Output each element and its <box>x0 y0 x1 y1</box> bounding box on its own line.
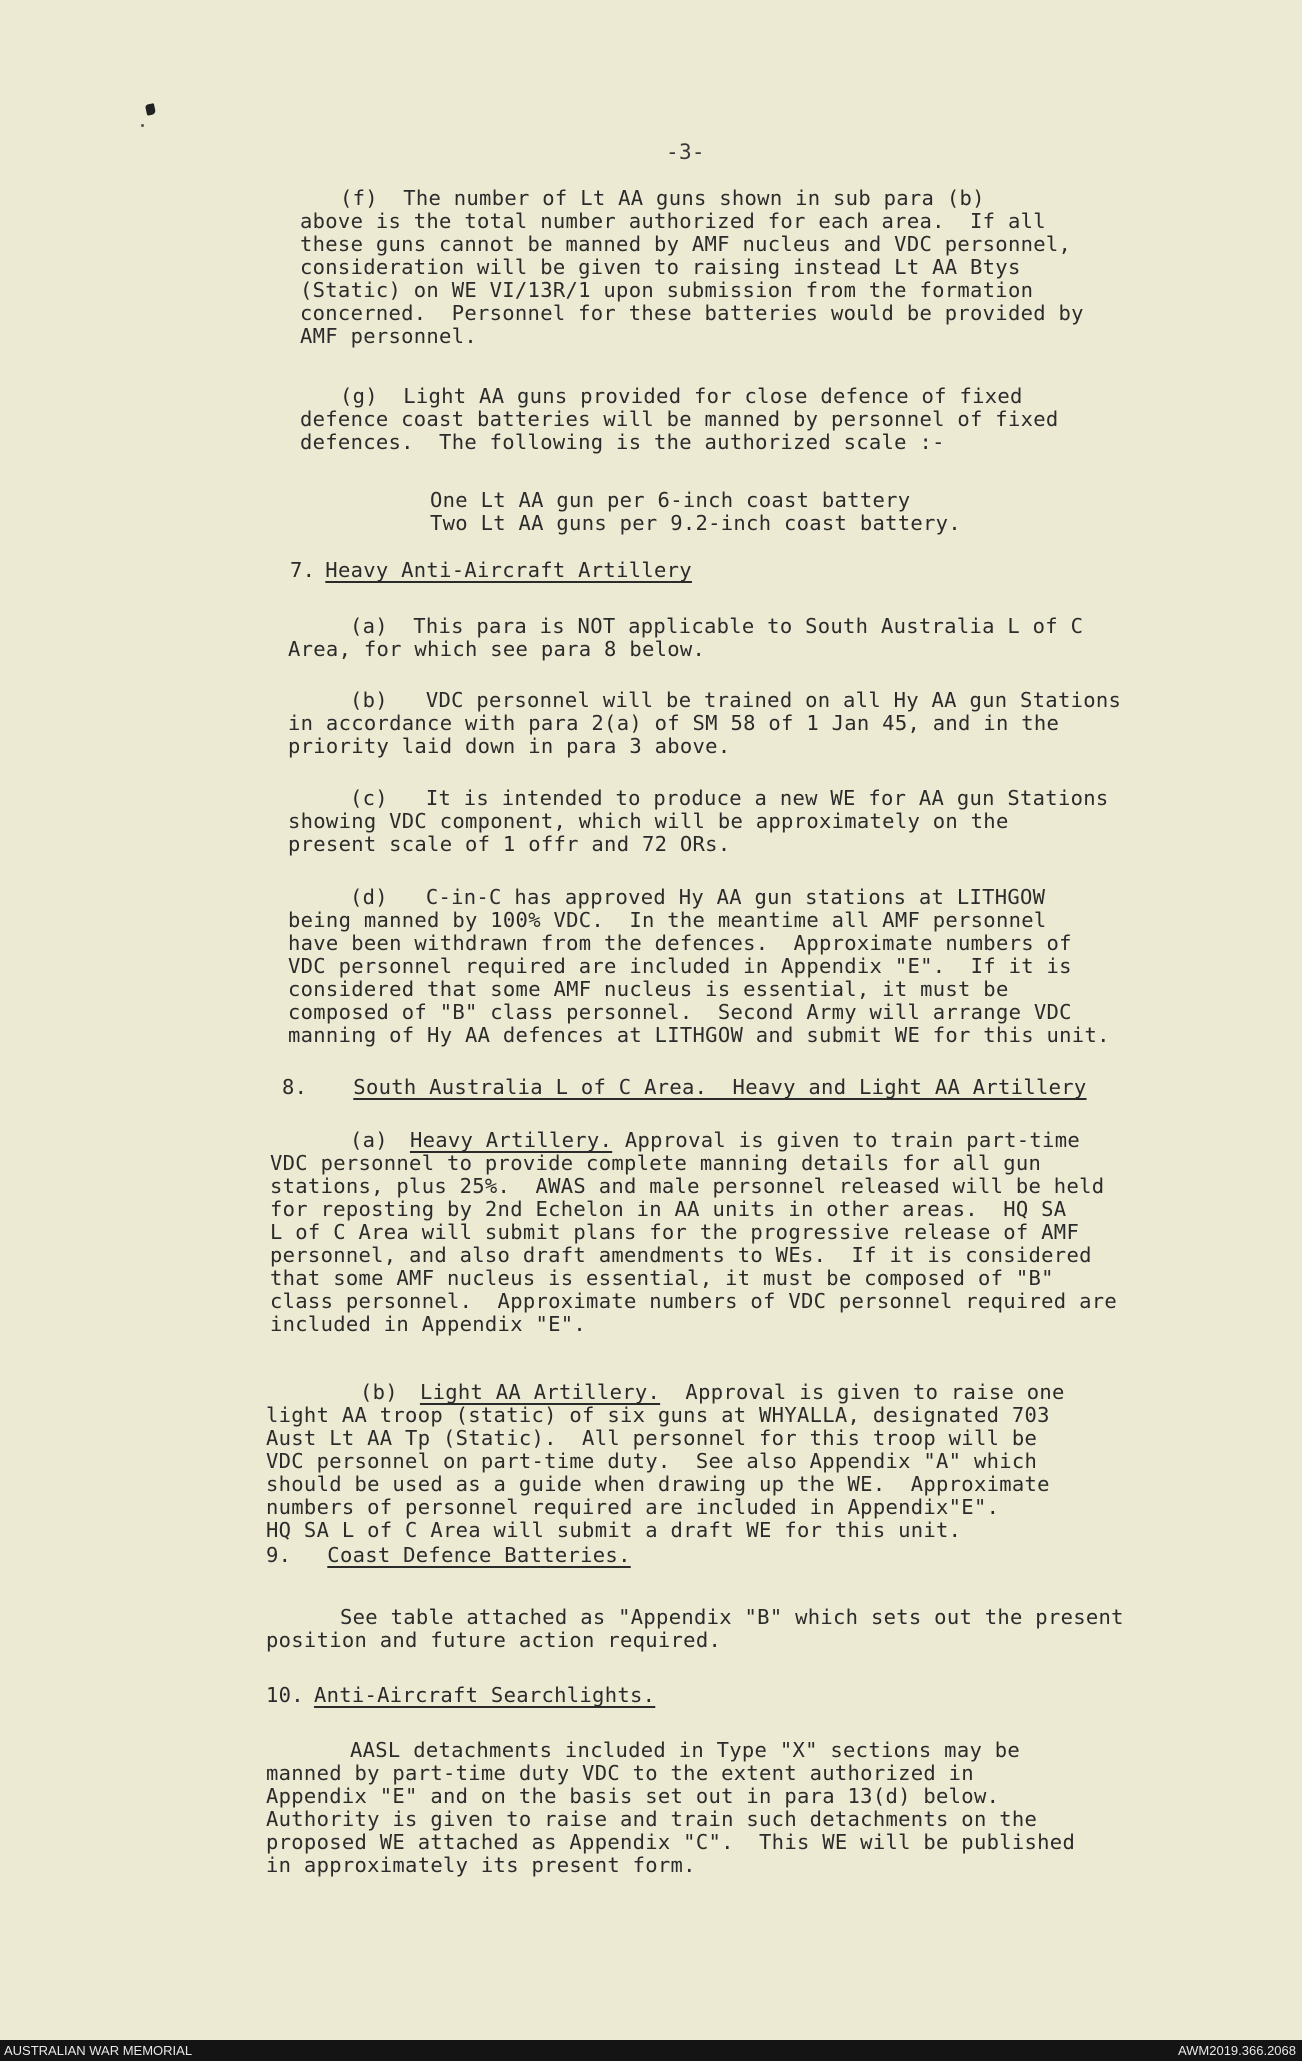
para-8b-line <box>360 1380 1065 1404</box>
para-9-line: See table attached as "Appendix "B" which sets out the present <box>340 1605 1124 1629</box>
para-8b-line: VDC personnel on part-time duty. See also Appendix "A" which <box>266 1449 1038 1473</box>
para-8a-line: for reposting by 2nd Echelon in AA units in other areas. HQ SA <box>270 1197 1067 1221</box>
para-8a-line: that some AMF nucleus is essential, it must be composed of "B" <box>270 1266 1054 1290</box>
section-10-heading <box>266 1683 655 1707</box>
page-number: -3- <box>666 140 705 164</box>
para-10-line: AASL detachments included in Type "X" sections may be <box>350 1738 1021 1762</box>
accession-number: AWM2019.366.2068 <box>1177 2043 1296 2058</box>
para-f-line: consideration will be given to raising instead Lt AA Btys <box>300 255 1021 279</box>
para-g-line: (g) Light AA guns provided for close defence of fixed <box>340 384 1023 408</box>
para-7a-line: (a) This para is NOT applicable to South Australia L of C <box>350 614 1084 638</box>
para-8a-line: stations, plus 25%. AWAS and male personnel released will be held <box>270 1174 1105 1198</box>
section-title: Anti-Aircraft Searchlights. <box>313 1683 656 1707</box>
ink-dot <box>141 124 144 127</box>
ink-blot <box>145 103 156 116</box>
para-10-line: Authority is given to raise and train such detachments on the <box>266 1807 1038 1831</box>
para-10-line: Appendix "E" and on the basis set out in para 13(d) below. <box>266 1784 1000 1808</box>
para-8a-line: included in Appendix "E". <box>270 1312 587 1336</box>
para-7d-line: have been withdrawn from the defences. Approximate numbers of <box>288 931 1072 955</box>
para-g-line: defences. The following is the authorized scale :- <box>300 430 945 454</box>
para-7d-line: (d) C-in-C has approved Hy AA gun stations at LITHGOW <box>350 885 1046 909</box>
section-number: 9. <box>266 1543 292 1567</box>
para-9-line: position and future action required. <box>266 1628 722 1652</box>
para-7a-line: Area, for which see para 8 below. <box>288 637 706 661</box>
para-f-line: concerned. Personnel for these batteries would be provided by <box>300 301 1084 325</box>
para-8a-line: L of C Area will submit plans for the progressive release of AMF <box>270 1220 1080 1244</box>
para-7d-line: being manned by 100% VDC. In the meantime all AMF personnel <box>288 908 1047 932</box>
section-title: Coast Defence Batteries. <box>327 1543 631 1567</box>
para-8b-line: HQ SA L of C Area will submit a draft WE for this unit. <box>266 1518 962 1542</box>
para-7d-line: considered that some AMF nucleus is essential, it must be <box>288 977 1009 1001</box>
para-10-line: proposed WE attached as Appendix "C". This WE will be published <box>266 1830 1076 1854</box>
para-8a-line: VDC personnel to provide complete manning details for all gun <box>270 1151 1042 1175</box>
para-10-line: in approximately its present form. <box>266 1853 696 1877</box>
para-7b-line: (b) VDC personnel will be trained on all Hy AA gun Stations <box>350 688 1122 712</box>
para-7c-line: present scale of 1 offr and 72 ORs. <box>288 832 731 856</box>
para-label: (b) <box>360 1380 398 1404</box>
archive-footer <box>0 2040 1302 2061</box>
para-7d-line: manning of Hy AA defences at LITHGOW and submit WE for this unit. <box>288 1023 1110 1047</box>
scale-line: Two Lt AA guns per 9.2-inch coast battery. <box>430 511 961 535</box>
section-8-heading <box>282 1075 1087 1099</box>
para-8a-line <box>350 1128 1080 1152</box>
para-7d-line: VDC personnel required are included in Appendix "E". If it is <box>288 954 1072 978</box>
section-7-heading <box>290 558 692 582</box>
para-7b-line: priority laid down in para 3 above. <box>288 734 731 758</box>
para-f-line: above is the total number authorized for each area. If all <box>300 209 1046 233</box>
scale-line: One Lt AA gun per 6-inch coast battery <box>430 488 911 512</box>
para-10-line: manned by part-time duty VDC to the extent authorized in <box>266 1761 974 1785</box>
section-9-heading <box>266 1543 631 1567</box>
section-number: 7. <box>290 558 316 582</box>
para-8a-line: class personnel. Approximate numbers of VDC personnel required are <box>270 1289 1118 1313</box>
para-8b-line: should be used as a guide when drawing up the WE. Approximate <box>266 1472 1050 1496</box>
para-label: (a) <box>350 1128 388 1152</box>
para-f-line: AMF personnel. <box>300 324 477 348</box>
para-8b-line: Aust Lt AA Tp (Static). All personnel for this troop will be <box>266 1426 1038 1450</box>
para-f-line: (Static) on WE VI/13R/1 upon submission from the formation <box>300 278 1034 302</box>
section-title: Heavy Anti-Aircraft Artillery <box>325 558 692 582</box>
para-7d-line: composed of "B" class personnel. Second Army will arrange VDC <box>288 1000 1072 1024</box>
para-g-line: defence coast batteries will be manned by personnel of fixed <box>300 407 1059 431</box>
para-8b-line: numbers of personnel required are included in Appendix"E". <box>266 1495 1000 1519</box>
para-title: Heavy Artillery. <box>409 1128 613 1152</box>
para-7b-line: in accordance with para 2(a) of SM 58 of 1 Jan 45, and in the <box>288 711 1060 735</box>
para-8a-line: personnel, and also draft amendments to WEs. If it is considered <box>270 1243 1092 1267</box>
para-f-line: these guns cannot be manned by AMF nucleus and VDC personnel, <box>300 232 1072 256</box>
institution-label: AUSTRALIAN WAR MEMORIAL <box>4 2043 193 2058</box>
para-8b-line: light AA troop (static) of six guns at WHYALLA, designated 703 <box>266 1403 1050 1427</box>
section-number: 10. <box>266 1683 304 1707</box>
para-7c-line: (c) It is intended to produce a new WE for AA gun Stations <box>350 786 1109 810</box>
para-7c-line: showing VDC component, which will be approximately on the <box>288 809 1009 833</box>
section-title: South Australia L of C Area. Heavy and Light AA Artillery <box>353 1075 1087 1099</box>
para-text: Approval is given to raise one <box>660 1380 1065 1404</box>
section-number: 8. <box>282 1075 308 1099</box>
para-title: Light AA Artillery. <box>419 1380 661 1404</box>
para-text: Approval is given to train part-time <box>612 1128 1080 1152</box>
para-f-line: (f) The number of Lt AA guns shown in sub para (b) <box>340 186 985 210</box>
